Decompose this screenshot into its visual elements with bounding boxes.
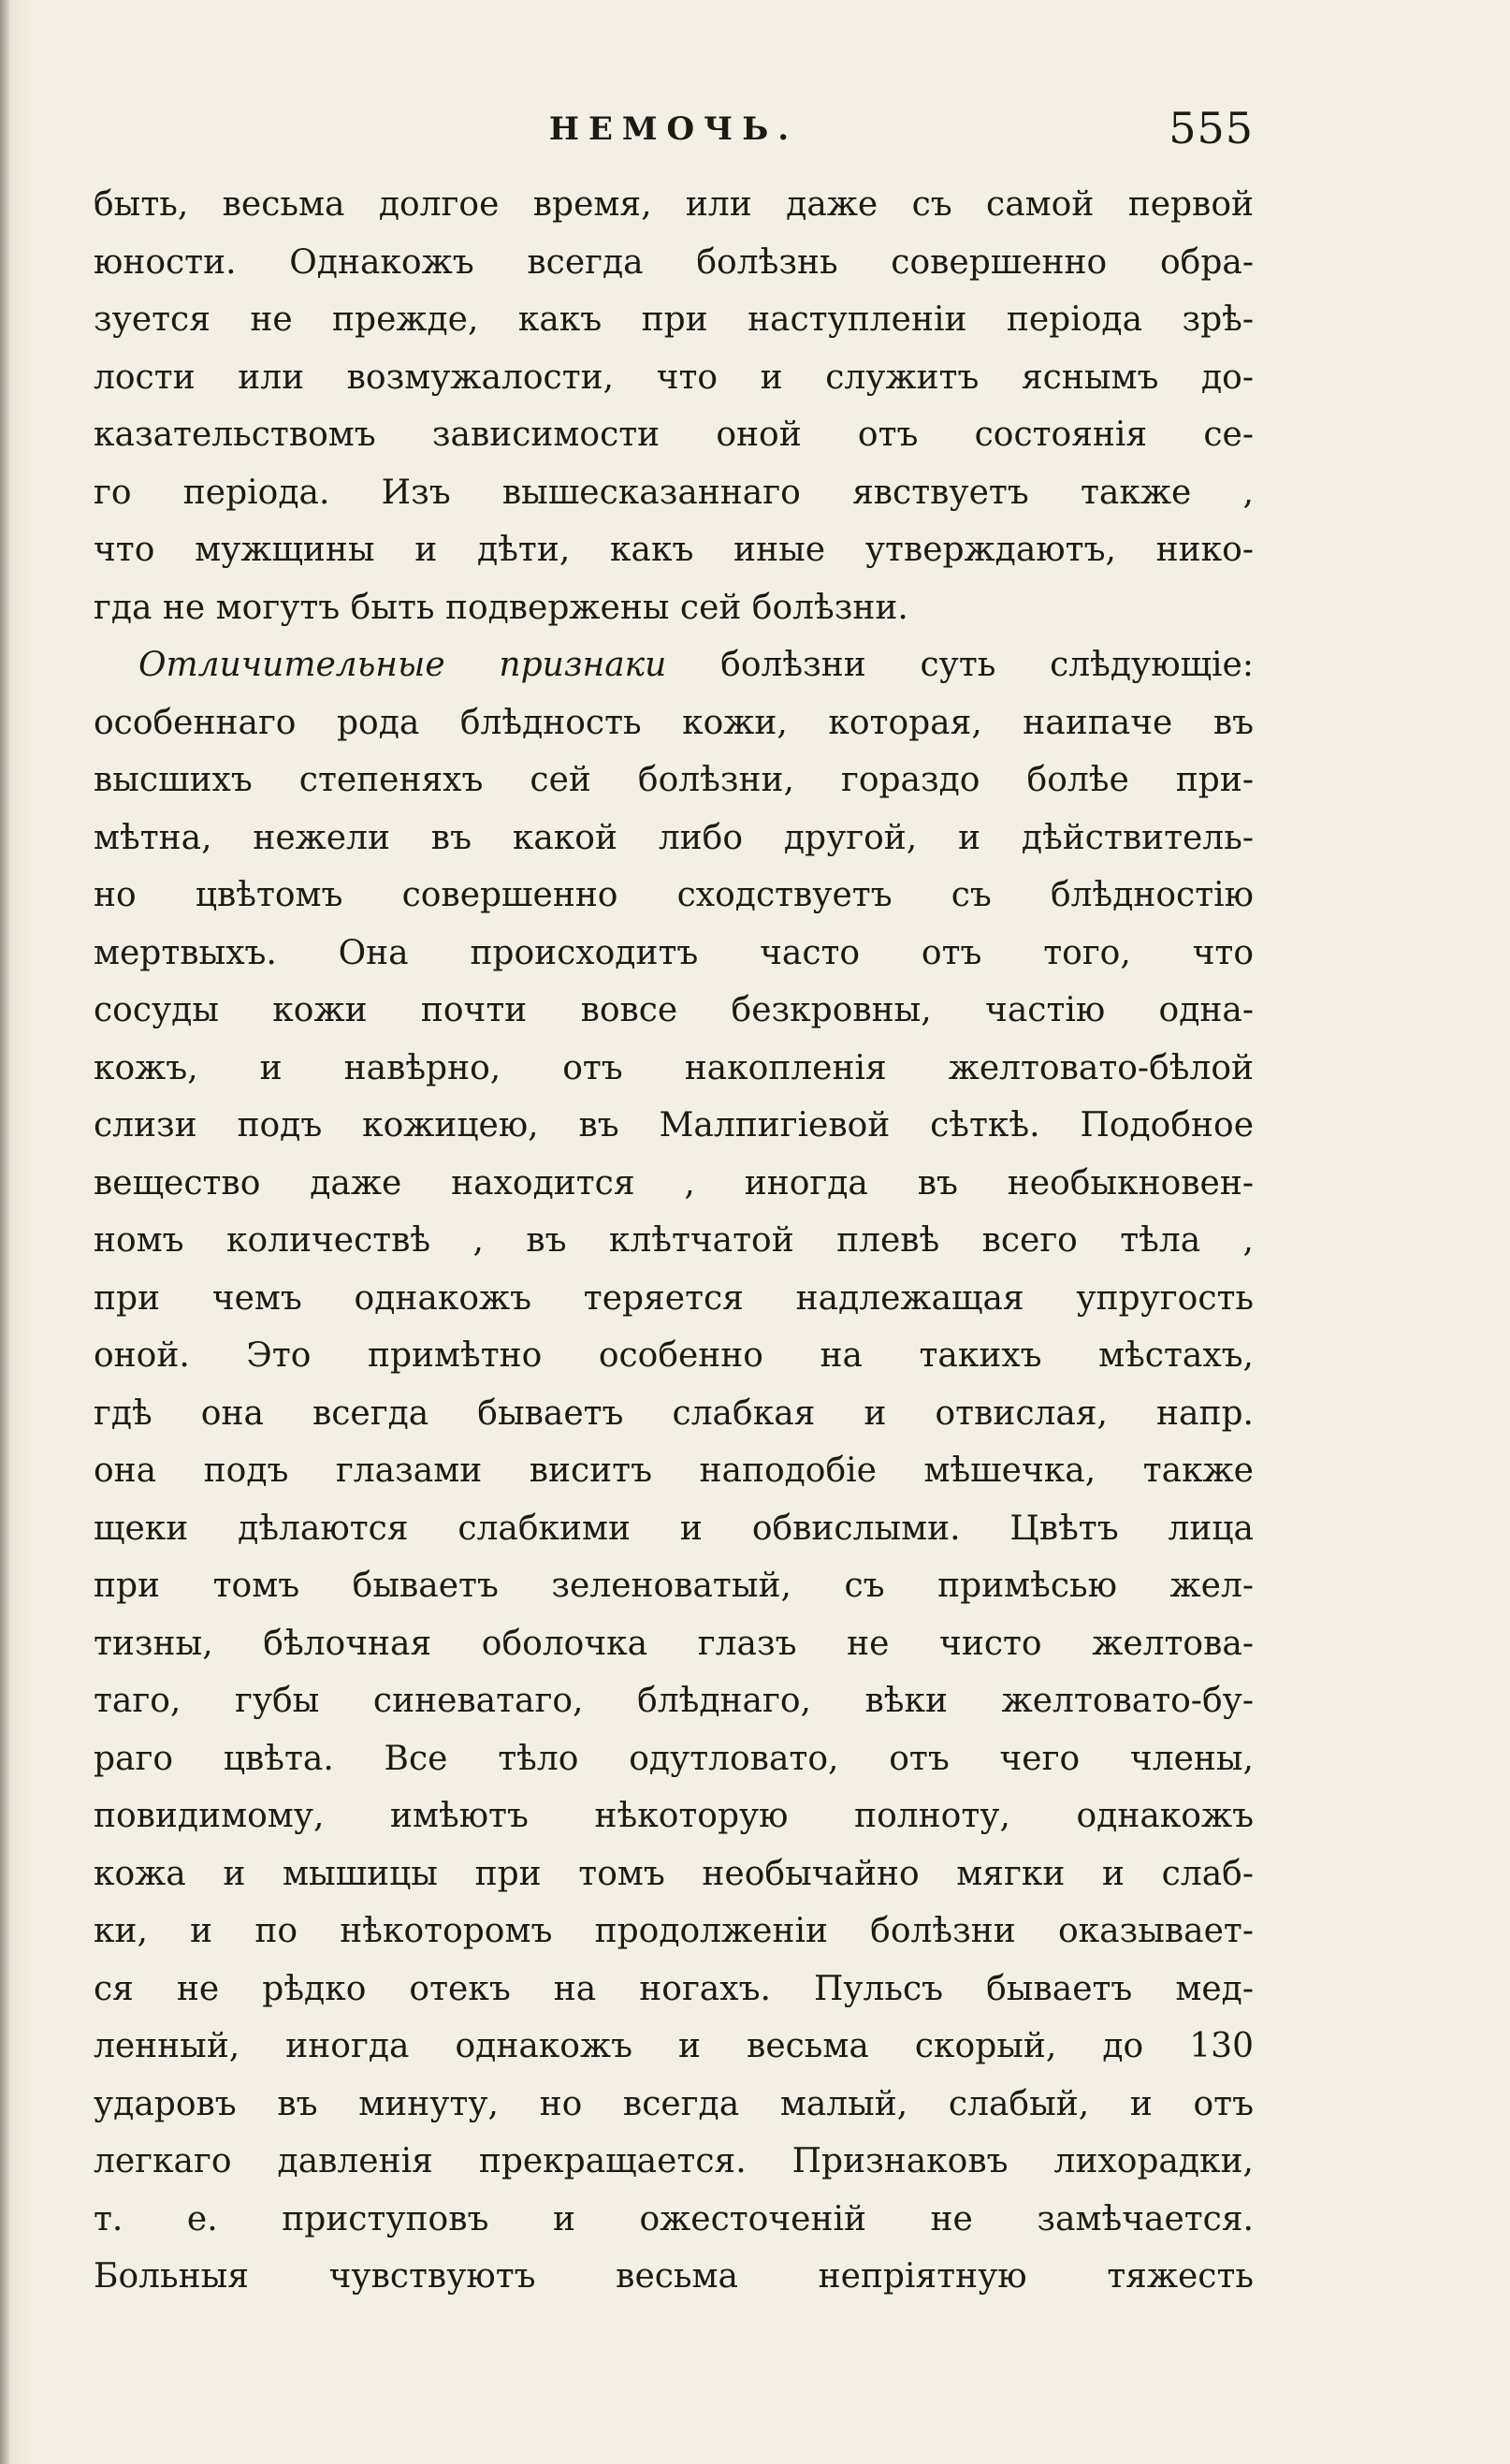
text-line: лости или возмужалости, что и служитъ яснымъ до- (94, 357, 1254, 397)
text-line: высшихъ степеняхъ сей болѣзни, гораздо болѣе при- (94, 761, 1254, 799)
text-line: номъ количествѣ , въ клѣтчатой плевѣ всего тѣла , (94, 1221, 1254, 1260)
text-line: тизны, бѣлочная оболочка глазъ не чисто желтова- (94, 1624, 1254, 1663)
text-line: Больныя чувствуютъ весьма непріятную тяжесть (94, 2257, 1254, 2296)
text-line: го періода. Изъ вышесказаннаго явствуетъ также , (94, 473, 1254, 512)
text-line: юности. Однакожъ всегда болѣзнь совершенно обра- (94, 242, 1254, 282)
text-line: легкаго давленія прекращается. Признаковъ лихорадки, (94, 2142, 1254, 2180)
page-edge-shadow (0, 0, 9, 2464)
text-line: при томъ бываетъ зеленоватый, съ примѣсью жел- (94, 1567, 1254, 1605)
text-line: щеки дѣлаются слабкими и обвислыми. Цвѣтъ лица (94, 1509, 1254, 1548)
text-line-first (94, 636, 1254, 694)
text-line: мѣтна, нежели въ какой либо другой, и дѣйствитель- (94, 818, 1254, 857)
text-line: т. е. приступовъ и ожесточеній не замѣчается. (94, 2199, 1254, 2238)
page-number: 555 (1169, 103, 1254, 153)
text-line: зуется не прежде, какъ при наступленіи періода зрѣ- (94, 300, 1254, 339)
text-line: повидимому, имѣютъ нѣкоторую полноту, однакожъ (94, 1797, 1254, 1835)
text-line: но цвѣтомъ совершенно сходствуетъ съ блѣдностію (94, 876, 1254, 914)
text-line: при чемъ однакожъ теряется надлежащая упругость (94, 1278, 1254, 1318)
paragraph-1 (94, 176, 1254, 636)
text-line: раго цвѣта. Все тѣло одутловато, отъ чего члены, (94, 1739, 1254, 1778)
text-line: гдѣ она всегда бываетъ слабкая и отвислая, напр. (94, 1393, 1254, 1433)
text-line: ленный, иногда однакожъ и весьма скорый, до 130 (94, 2027, 1254, 2065)
text-line: что мужщины и дѣти, какъ иные утверждаютъ, нико- (94, 531, 1254, 569)
page-header (94, 103, 1254, 167)
text-line: ударовъ въ минуту, но всегда малый, слабый, и отъ (94, 2084, 1254, 2123)
text-line: слизи подъ кожицею, въ Малпигіевой сѣткѣ. Подобное (94, 1106, 1254, 1145)
text-line: оной. Это примѣтно особенно на такихъ мѣстахъ, (94, 1336, 1254, 1375)
text-line: она подъ глазами виситъ наподобіе мѣшечка, также (94, 1451, 1254, 1490)
paragraph-2 (94, 636, 1254, 2306)
running-head: НЕМОЧЬ. (548, 110, 799, 148)
body-text (94, 176, 1254, 2306)
text-line: таго, губы синеватаго, блѣднаго, вѣки желтовато-бу- (94, 1682, 1254, 1720)
text-line: ки, и по нѣкоторомъ продолженіи болѣзни оказывает- (94, 1912, 1254, 1950)
text-line: быть, весьма долгое время, или даже съ самой первой (94, 185, 1254, 224)
text-span: болѣзни суть слѣдующіе: (666, 646, 1254, 684)
italic-heading: Отличительные признаки (138, 646, 667, 684)
text-line: ся не рѣдко отекъ на ногахъ. Пульсъ бываетъ мед- (94, 1969, 1254, 2008)
text-line: кожъ, и навѣрно, отъ накопленія желтовато-бѣлой (94, 1048, 1254, 1087)
text-line: сосуды кожи почти вовсе безкровны, частію одна- (94, 991, 1254, 1029)
text-line: казательствомъ зависимости оной отъ состоянія се- (94, 416, 1254, 454)
text-line: особеннаго рода блѣдность кожи, которая, наипаче въ (94, 703, 1254, 742)
text-line: мертвыхъ. Она происходитъ часто отъ того, что (94, 933, 1254, 972)
text-line: кожа и мышицы при томъ необычайно мягки и слаб- (94, 1854, 1254, 1893)
text-line: вещество даже находится , иногда въ необыкновен- (94, 1163, 1254, 1203)
text-line: гда не могутъ быть подвержены сей болѣзни. (94, 588, 908, 627)
